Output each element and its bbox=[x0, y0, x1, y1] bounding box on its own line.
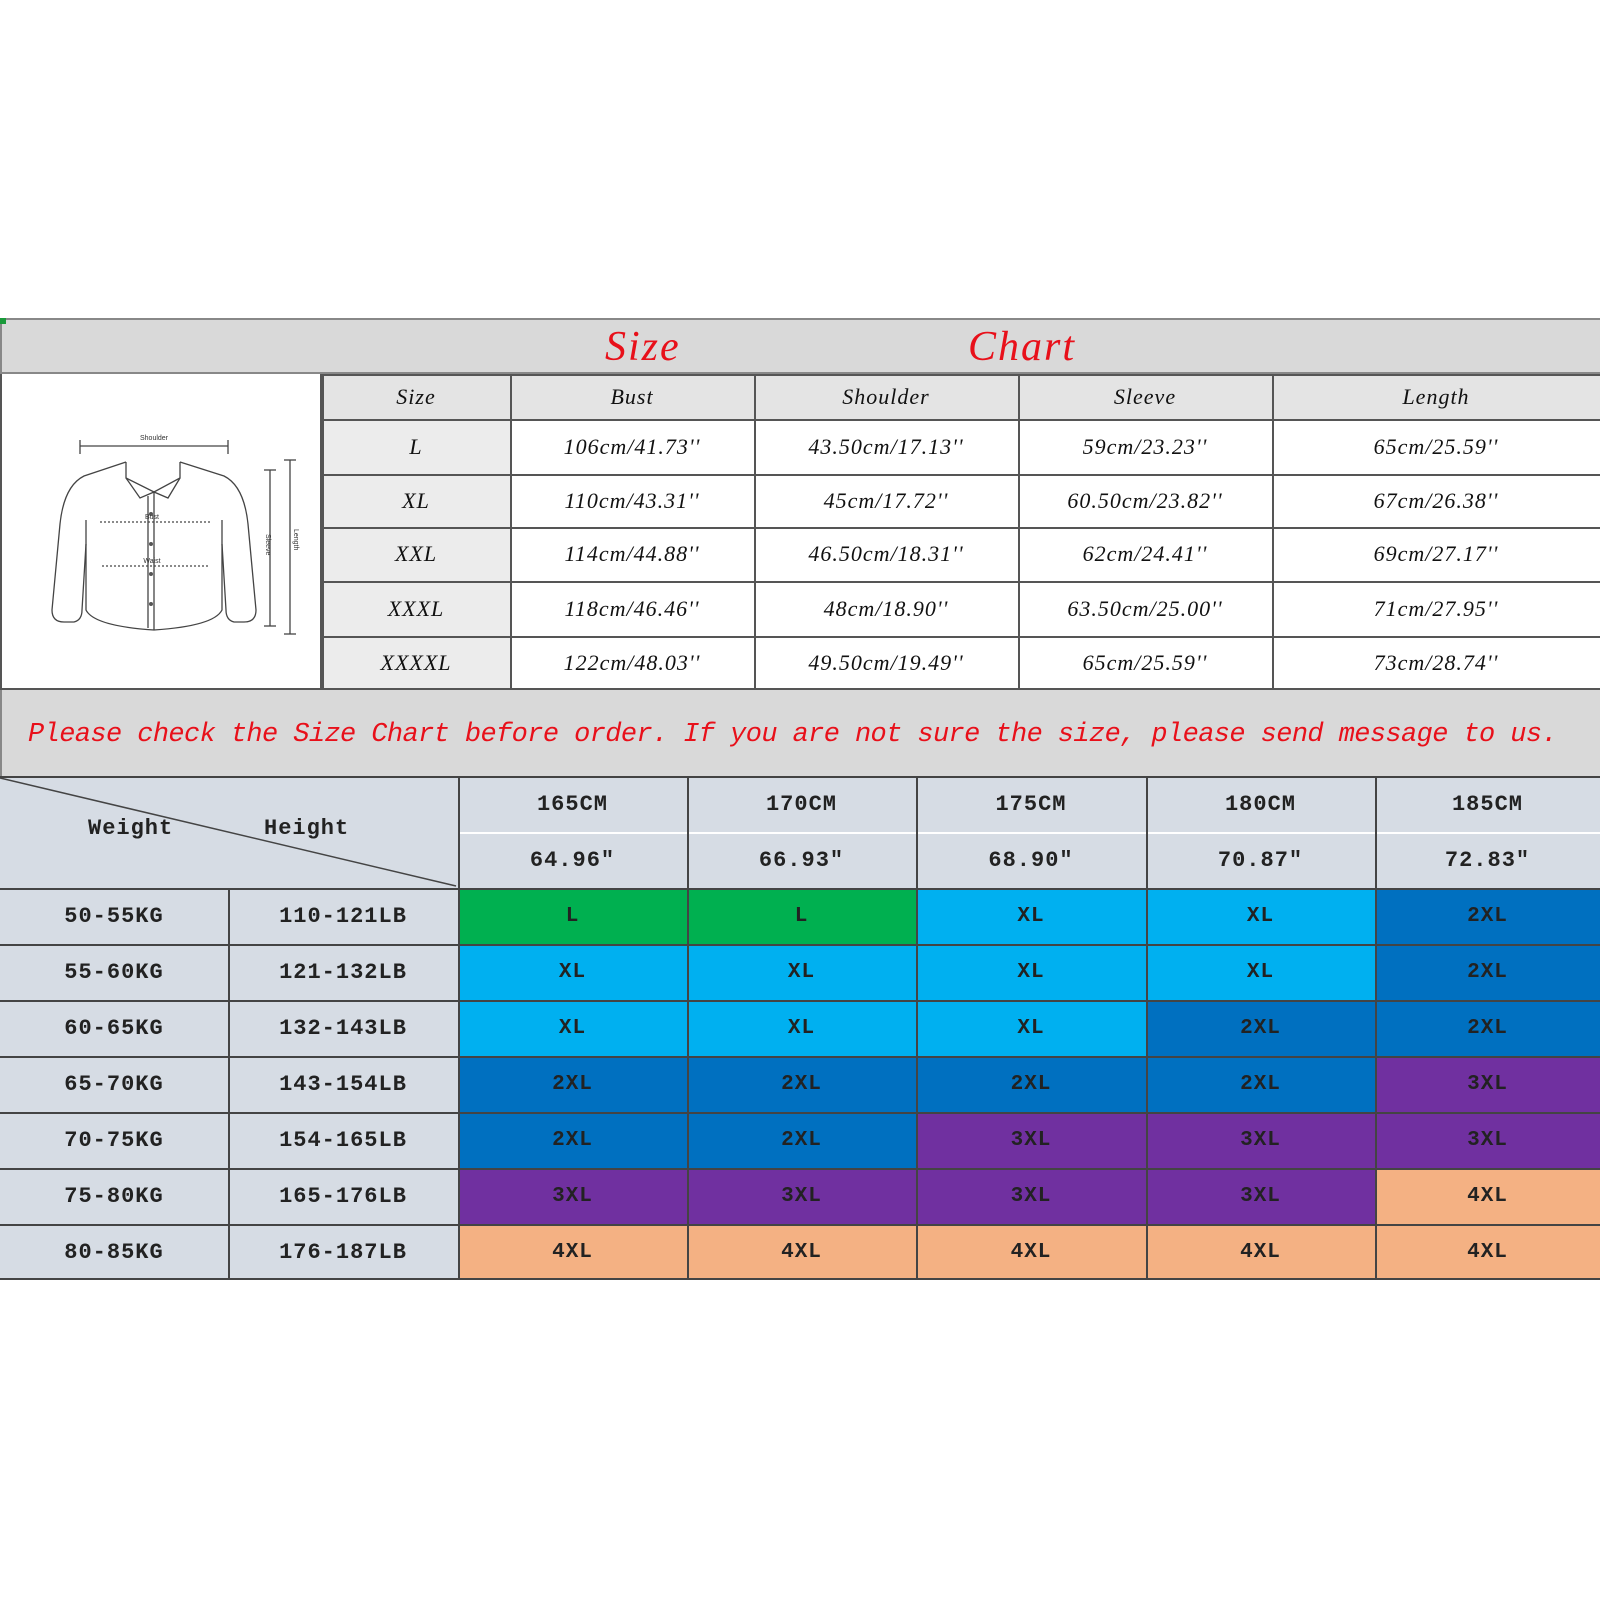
weight-lb-cell: 110-121LB bbox=[228, 888, 458, 944]
measure-row-line bbox=[322, 374, 1600, 376]
fit-size-cell: 3XL bbox=[687, 1168, 916, 1224]
weight-lb-cell: 132-143LB bbox=[228, 1000, 458, 1056]
fit-kg-divider bbox=[228, 888, 230, 1280]
measure-cell: 67cm/26.38'' bbox=[1373, 487, 1499, 513]
measure-header-bust: Bust bbox=[610, 383, 654, 409]
fit-table bbox=[0, 776, 1600, 1282]
fit-size-cell: 4XL bbox=[1375, 1224, 1600, 1280]
fit-col-line bbox=[1146, 776, 1148, 1280]
fit-row-line bbox=[0, 1112, 1600, 1114]
fit-row-line bbox=[0, 888, 1600, 890]
measure-cell: 122cm/48.03'' bbox=[563, 650, 701, 675]
measure-cell: 73cm/28.74'' bbox=[1373, 650, 1499, 675]
fit-size-cell: XL bbox=[1146, 944, 1375, 1000]
weight-lb-cell: 154-165LB bbox=[228, 1112, 458, 1168]
diagram-label-shoulder: Shoulder bbox=[139, 435, 169, 442]
measure-cell: 49.50cm/19.49'' bbox=[808, 650, 964, 675]
weight-kg-cell: 65-70KG bbox=[0, 1056, 228, 1112]
height-cm-header: 175CM bbox=[995, 791, 1067, 817]
fit-size-cell: 3XL bbox=[458, 1168, 687, 1224]
diagram-label-bust: Bust bbox=[144, 514, 160, 521]
fit-header-line bbox=[458, 832, 1600, 834]
fit-size-cell: XL bbox=[916, 944, 1146, 1000]
green-corner-mark bbox=[0, 318, 6, 324]
measure-cell: 63.50cm/25.00'' bbox=[1067, 595, 1223, 621]
fit-size-cell: 3XL bbox=[916, 1112, 1146, 1168]
measure-col-line bbox=[1018, 374, 1020, 690]
fit-size-cell: 4XL bbox=[687, 1224, 916, 1280]
measure-cell: 60.50cm/23.82'' bbox=[1067, 487, 1223, 513]
fit-size-cell: L bbox=[458, 888, 687, 944]
measure-header-length: Length bbox=[1402, 383, 1470, 409]
title-word-chart: Chart bbox=[968, 324, 1077, 370]
height-in-header: 64.96″ bbox=[529, 847, 616, 873]
measurement-table bbox=[322, 374, 1600, 690]
weight-lb-cell: 165-176LB bbox=[228, 1168, 458, 1224]
weight-kg-cell: 70-75KG bbox=[0, 1112, 228, 1168]
diagram-label-length: Length bbox=[292, 529, 299, 551]
measure-cell: 65cm/25.59'' bbox=[1373, 433, 1499, 459]
fit-size-cell: 2XL bbox=[1375, 888, 1600, 944]
fit-size-cell: 2XL bbox=[687, 1112, 916, 1168]
measure-size-label: XXL bbox=[394, 541, 438, 566]
measure-size-label: XXXL bbox=[387, 595, 445, 621]
weight-lb-cell: 143-154LB bbox=[228, 1056, 458, 1112]
weight-kg-cell: 60-65KG bbox=[0, 1000, 228, 1056]
fit-size-cell: 2XL bbox=[458, 1056, 687, 1112]
measure-size-label: L bbox=[409, 433, 423, 459]
fit-size-cell: 4XL bbox=[458, 1224, 687, 1280]
fit-size-cell: XL bbox=[1146, 888, 1375, 944]
fit-size-cell: 2XL bbox=[1375, 1000, 1600, 1056]
fit-size-cell: 3XL bbox=[1146, 1168, 1375, 1224]
fit-col-line bbox=[916, 776, 918, 1280]
measure-header-size: Size bbox=[396, 383, 436, 409]
measure-cell: 59cm/23.23'' bbox=[1082, 433, 1208, 459]
fit-size-cell: 4XL bbox=[1375, 1168, 1600, 1224]
fit-row-line bbox=[0, 1168, 1600, 1170]
fit-size-cell: 2XL bbox=[1375, 944, 1600, 1000]
fit-size-cell: L bbox=[687, 888, 916, 944]
height-in-header: 66.93″ bbox=[758, 847, 845, 873]
fit-size-cell: 4XL bbox=[916, 1224, 1146, 1280]
corner-height-label: Height bbox=[264, 816, 350, 841]
fit-size-cell: 4XL bbox=[1146, 1224, 1375, 1280]
measure-row-line bbox=[322, 581, 1600, 583]
measure-cell: 71cm/27.95'' bbox=[1373, 595, 1499, 621]
diagram-label-sleeve: Sleeve bbox=[264, 534, 271, 556]
weight-lb-cell: 176-187LB bbox=[228, 1224, 458, 1280]
measure-cell: 69cm/27.17'' bbox=[1373, 541, 1499, 566]
measure-cell: 62cm/24.41'' bbox=[1082, 541, 1208, 566]
height-cm-header: 170CM bbox=[765, 791, 837, 817]
fit-size-cell: 2XL bbox=[687, 1056, 916, 1112]
measure-col-line bbox=[510, 374, 512, 690]
height-cm-header: 180CM bbox=[1224, 791, 1296, 817]
measure-cell: 43.50cm/17.13'' bbox=[808, 433, 964, 459]
height-cm-header: 165CM bbox=[536, 791, 608, 817]
fit-size-cell: XL bbox=[458, 1000, 687, 1056]
measure-size-label: XL bbox=[402, 487, 430, 513]
fit-col-line bbox=[1375, 776, 1377, 1280]
weight-kg-cell: 80-85KG bbox=[0, 1224, 228, 1280]
fit-size-cell: XL bbox=[916, 888, 1146, 944]
title-word-size: Size bbox=[605, 324, 681, 370]
weight-kg-cell: 50-55KG bbox=[0, 888, 228, 944]
measure-row-line bbox=[322, 636, 1600, 638]
fit-row-line bbox=[0, 1278, 1600, 1280]
measure-col-line bbox=[1272, 374, 1274, 690]
fit-size-cell: 3XL bbox=[1146, 1112, 1375, 1168]
fit-size-cell: XL bbox=[916, 1000, 1146, 1056]
measure-header-shoulder: Shoulder bbox=[842, 383, 930, 409]
fit-col-line bbox=[687, 776, 689, 1280]
shirt-diagram-panel bbox=[0, 374, 322, 690]
height-in-header: 72.83″ bbox=[1444, 847, 1531, 873]
fit-col-line bbox=[458, 776, 460, 1280]
weight-kg-cell: 55-60KG bbox=[0, 944, 228, 1000]
shirt-diagram bbox=[2, 374, 322, 690]
measure-col-line bbox=[754, 374, 756, 690]
fit-size-cell: 2XL bbox=[916, 1056, 1146, 1112]
size-chart-section bbox=[0, 318, 1600, 690]
title-band bbox=[0, 318, 1600, 374]
measure-size-label: XXXXL bbox=[380, 650, 452, 675]
measure-cell: 118cm/46.46'' bbox=[564, 595, 700, 621]
corner-weight-label: Weight bbox=[88, 816, 174, 841]
corner-diagonal bbox=[0, 776, 458, 888]
height-cm-header: 185CM bbox=[1451, 791, 1523, 817]
measure-cell: 106cm/41.73'' bbox=[563, 433, 701, 459]
measure-row-line bbox=[322, 419, 1600, 421]
fit-top-line bbox=[0, 776, 1600, 778]
fit-row-line bbox=[0, 1056, 1600, 1058]
measure-cell: 110cm/43.31'' bbox=[564, 487, 700, 513]
order-notice: Please check the Size Chart before order. If you are not sure the size, please send message to us. bbox=[28, 720, 1558, 750]
fit-size-cell: 2XL bbox=[458, 1112, 687, 1168]
fit-row-line bbox=[0, 944, 1600, 946]
measure-cell: 48cm/18.90'' bbox=[823, 595, 949, 621]
fit-size-cell: 3XL bbox=[1375, 1112, 1600, 1168]
measure-header-sleeve: Sleeve bbox=[1113, 383, 1177, 409]
fit-row-line bbox=[0, 1224, 1600, 1226]
diagram-label-waist: Waist bbox=[143, 558, 161, 565]
weight-kg-cell: 75-80KG bbox=[0, 1168, 228, 1224]
fit-size-cell: XL bbox=[458, 944, 687, 1000]
measure-cell: 65cm/25.59'' bbox=[1082, 650, 1208, 675]
measure-cell: 114cm/44.88'' bbox=[564, 541, 700, 566]
fit-size-cell: 3XL bbox=[1375, 1056, 1600, 1112]
fit-size-cell: XL bbox=[687, 1000, 916, 1056]
height-in-header: 70.87″ bbox=[1217, 847, 1304, 873]
height-in-header: 68.90″ bbox=[988, 847, 1074, 873]
corner-diagonal-line bbox=[0, 778, 456, 886]
measure-col-line bbox=[322, 374, 324, 690]
fit-size-cell: 2XL bbox=[1146, 1056, 1375, 1112]
measure-row-line bbox=[322, 527, 1600, 529]
fit-size-cell: 3XL bbox=[916, 1168, 1146, 1224]
fit-row-line bbox=[0, 1000, 1600, 1002]
fit-size-cell: 2XL bbox=[1146, 1000, 1375, 1056]
measure-cell: 46.50cm/18.31'' bbox=[808, 541, 964, 566]
measure-cell: 45cm/17.72'' bbox=[823, 487, 949, 513]
weight-lb-cell: 121-132LB bbox=[228, 944, 458, 1000]
measure-row-line bbox=[322, 474, 1600, 476]
fit-size-cell: XL bbox=[687, 944, 916, 1000]
